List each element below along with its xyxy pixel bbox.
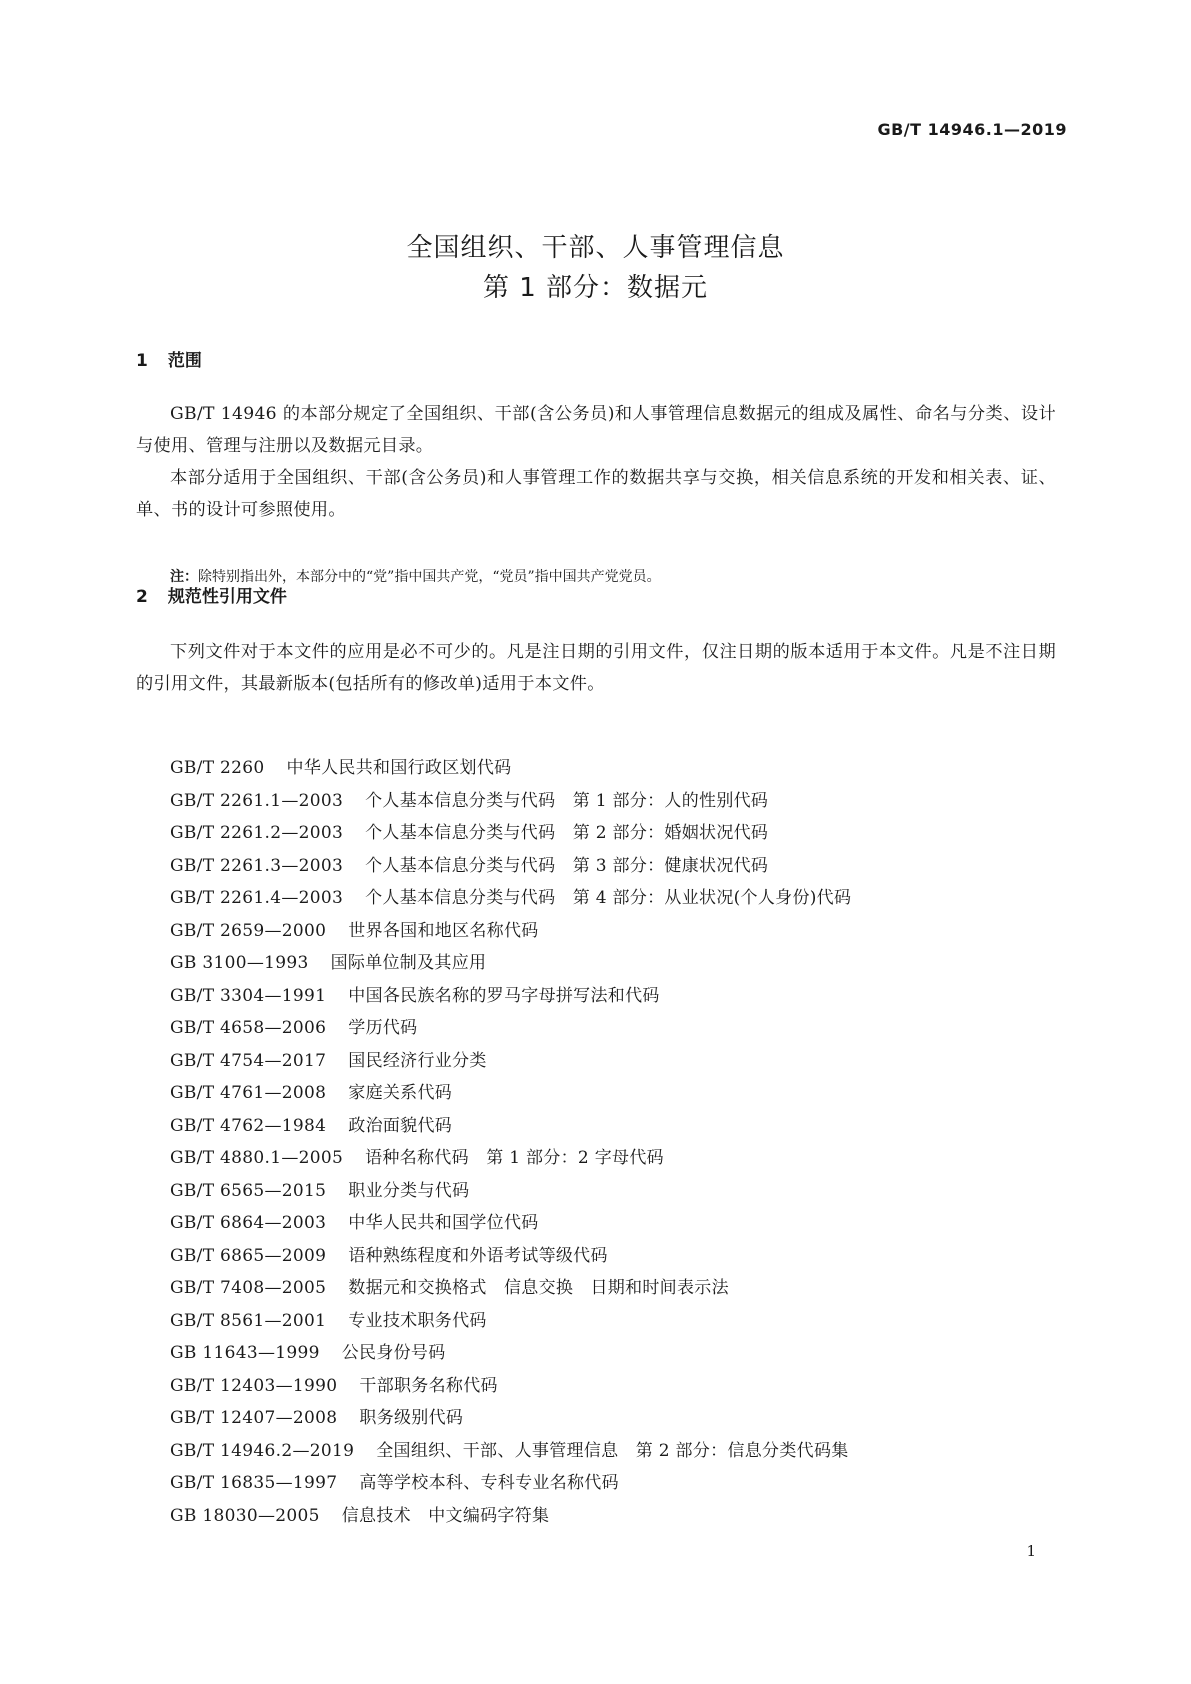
reference-title: 个人基本信息分类与代码 第 1 部分：人的性别代码 bbox=[365, 790, 769, 811]
reference-item bbox=[170, 1110, 851, 1143]
reference-title: 语种名称代码 第 1 部分：2 字母代码 bbox=[365, 1148, 664, 1168]
reference-item bbox=[170, 1240, 851, 1273]
reference-code: GB 18030—2005 bbox=[170, 1505, 320, 1526]
section-1-paragraph-1: GB/T 14946 的本部分规定了全国组织、干部(含公务员)和人事管理信息数据元的组成及属性、命名与分类、设计与使用、管理与注册以及数据元目录。 bbox=[136, 404, 1056, 456]
section-1-heading bbox=[136, 346, 202, 371]
reference-item bbox=[170, 1175, 851, 1208]
reference-item bbox=[170, 785, 851, 818]
reference-item bbox=[170, 1045, 851, 1078]
reference-title: 政治面貌代码 bbox=[348, 1115, 453, 1136]
reference-title: 世界各国和地区名称代码 bbox=[348, 920, 539, 941]
reference-code: GB 3100—1993 bbox=[170, 953, 309, 973]
reference-title: 语种熟练程度和外语考试等级代码 bbox=[348, 1245, 608, 1266]
reference-item bbox=[170, 1500, 851, 1533]
reference-code: GB/T 4761—2008 bbox=[170, 1083, 327, 1103]
reference-item bbox=[170, 1402, 851, 1435]
reference-code: GB/T 14946.2—2019 bbox=[170, 1440, 355, 1461]
page-number: 1 bbox=[1026, 1542, 1036, 1560]
note-label: 注： bbox=[170, 569, 198, 585]
reference-list bbox=[170, 752, 851, 1532]
reference-title: 个人基本信息分类与代码 第 2 部分：婚姻状况代码 bbox=[365, 823, 769, 843]
reference-code: GB/T 2659—2000 bbox=[170, 920, 327, 941]
title-line-1: 全国组织、干部、人事管理信息 bbox=[406, 233, 785, 263]
reference-code: GB/T 2261.1—2003 bbox=[170, 790, 344, 811]
reference-code: GB/T 2261.3—2003 bbox=[170, 855, 344, 876]
reference-code: GB/T 3304—1991 bbox=[170, 985, 327, 1006]
reference-item bbox=[170, 817, 851, 850]
reference-code: GB/T 4754—2017 bbox=[170, 1050, 327, 1071]
reference-code: GB/T 4762—1984 bbox=[170, 1115, 327, 1136]
reference-title: 全国组织、干部、人事管理信息 第 2 部分：信息分类代码集 bbox=[376, 1440, 849, 1461]
reference-item bbox=[170, 1012, 851, 1045]
title-line-2: 第 1 部分：数据元 bbox=[482, 273, 709, 303]
reference-code: GB/T 7408—2005 bbox=[170, 1278, 327, 1298]
reference-title: 中国各民族名称的罗马字母拼写法和代码 bbox=[348, 985, 660, 1006]
reference-item bbox=[170, 1142, 851, 1175]
reference-code: GB/T 6565—2015 bbox=[170, 1180, 327, 1201]
reference-item bbox=[170, 1305, 851, 1338]
reference-code: GB/T 2261.4—2003 bbox=[170, 888, 344, 908]
reference-title: 专业技术职务代码 bbox=[348, 1310, 487, 1331]
reference-code: GB/T 2261.2—2003 bbox=[170, 823, 344, 843]
section-1-number: 1 bbox=[136, 351, 148, 371]
note-text: 除特别指出外，本部分中的“党”指中国共产党，“党员”指中国共产党党员。 bbox=[198, 569, 661, 585]
reference-item bbox=[170, 1435, 851, 1468]
reference-code: GB/T 16835—1997 bbox=[170, 1473, 338, 1493]
reference-item bbox=[170, 1467, 851, 1500]
reference-title: 职业分类与代码 bbox=[348, 1180, 470, 1201]
reference-title: 高等学校本科、专科专业名称代码 bbox=[359, 1473, 619, 1493]
reference-title: 干部职务名称代码 bbox=[359, 1375, 498, 1396]
reference-title: 个人基本信息分类与代码 第 4 部分：从业状况(个人身份)代码 bbox=[365, 888, 852, 908]
reference-title: 数据元和交换格式 信息交换 日期和时间表示法 bbox=[348, 1278, 729, 1298]
section-2-heading bbox=[136, 582, 287, 607]
reference-item bbox=[170, 1370, 851, 1403]
section-2-number: 2 bbox=[136, 587, 148, 607]
section-2-title: 规范性引用文件 bbox=[167, 587, 287, 607]
reference-code: GB/T 6864—2003 bbox=[170, 1213, 327, 1233]
section-2-intro: 下列文件对于本文件的应用是必不可少的。凡是注日期的引用文件，仅注日期的版本适用于本文件。凡是不注日期的引用文件，其最新版本(包括所有的修改单)适用于本文件。 bbox=[136, 642, 1056, 694]
reference-item bbox=[170, 1337, 851, 1370]
section-1-paragraph-2: 本部分适用于全国组织、干部(含公务员)和人事管理工作的数据共享与交换，相关信息系统的开发和相关表、证、单、书的设计可参照使用。 bbox=[136, 468, 1056, 520]
reference-item bbox=[170, 850, 851, 883]
reference-title: 学历代码 bbox=[348, 1018, 418, 1038]
reference-item bbox=[170, 1272, 851, 1305]
reference-title: 中华人民共和国学位代码 bbox=[348, 1213, 539, 1233]
reference-title: 家庭关系代码 bbox=[348, 1083, 453, 1103]
reference-code: GB/T 6865—2009 bbox=[170, 1245, 327, 1266]
reference-code: GB/T 8561—2001 bbox=[170, 1310, 327, 1331]
reference-title: 中华人民共和国行政区划代码 bbox=[286, 758, 512, 778]
reference-title: 国际单位制及其应用 bbox=[330, 953, 487, 973]
reference-item bbox=[170, 947, 851, 980]
reference-item bbox=[170, 980, 851, 1013]
reference-code: GB/T 4658—2006 bbox=[170, 1018, 327, 1038]
reference-code: GB 11643—1999 bbox=[170, 1343, 320, 1363]
reference-title: 公民身份号码 bbox=[341, 1343, 446, 1363]
reference-title: 信息技术 中文编码字符集 bbox=[341, 1505, 550, 1526]
reference-title: 职务级别代码 bbox=[359, 1408, 464, 1428]
section-1-title: 范围 bbox=[167, 351, 202, 371]
reference-title: 国民经济行业分类 bbox=[348, 1050, 487, 1071]
reference-item bbox=[170, 752, 851, 785]
reference-item bbox=[170, 915, 851, 948]
reference-title: 个人基本信息分类与代码 第 3 部分：健康状况代码 bbox=[365, 855, 769, 876]
standard-number: GB/T 14946.1—2019 bbox=[877, 120, 1067, 139]
reference-item bbox=[170, 1077, 851, 1110]
reference-item bbox=[170, 882, 851, 915]
document-title bbox=[0, 228, 1191, 308]
reference-code: GB/T 4880.1—2005 bbox=[170, 1148, 344, 1168]
reference-code: GB/T 12407—2008 bbox=[170, 1408, 338, 1428]
reference-code: GB/T 2260 bbox=[170, 758, 265, 778]
reference-item bbox=[170, 1207, 851, 1240]
reference-code: GB/T 12403—1990 bbox=[170, 1375, 338, 1396]
